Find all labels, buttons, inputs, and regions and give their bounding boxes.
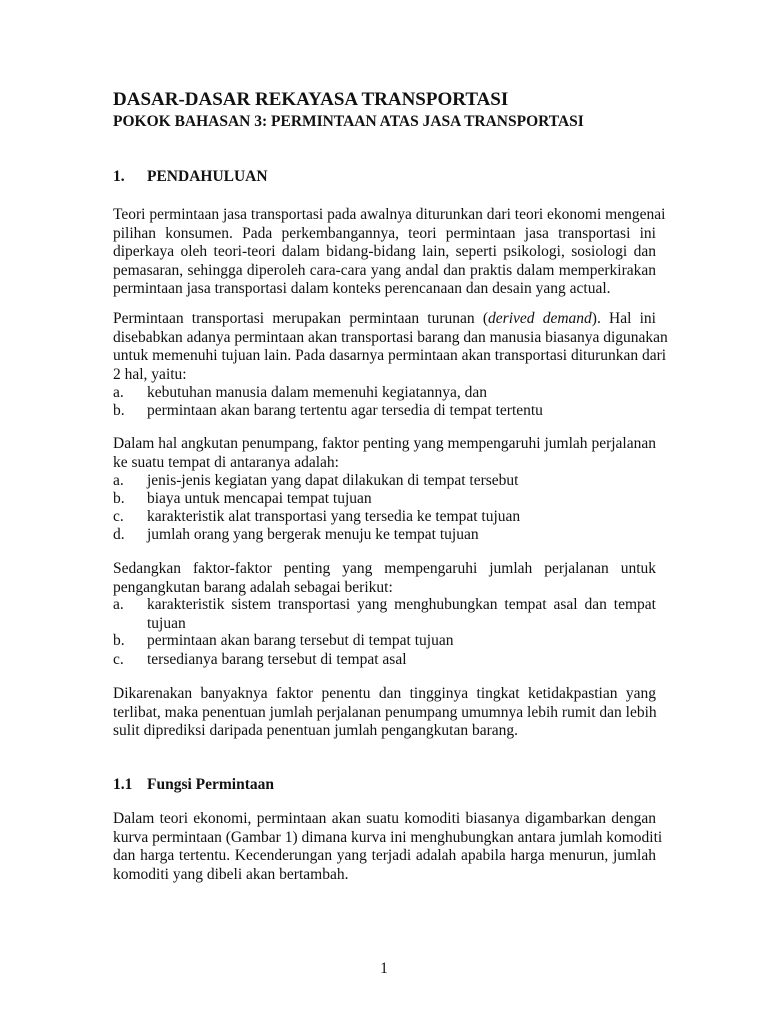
- text-line: Dikarenakan banyaknya faktor penentu dan tingginya tingkat ketidakpastian yang: [113, 685, 656, 702]
- text-line: permintaan jasa transportasi dalam konteks perencanaan dan desain yang actual.: [113, 280, 611, 297]
- list-item: [113, 508, 656, 527]
- text-line: ke suatu tempat di antaranya adalah:: [113, 453, 339, 471]
- text-line: karakteristik sistem transportasi yang menghubungkan tempat asal dan tempat: [147, 596, 656, 613]
- list-item: [113, 651, 656, 670]
- section-1-title: PENDAHULUAN: [147, 168, 268, 185]
- text-line: Teori permintaan jasa transportasi pada awalnya diturunkan dari teori ekonomi mengenai: [113, 206, 666, 223]
- text-line: untuk memenuhi tujuan lain. Pada dasarnya permintaan akan transportasi diturunkan dari: [113, 347, 667, 364]
- list-item: [113, 402, 656, 421]
- paragraph-conclusion: [113, 685, 656, 741]
- text-line: komoditi yang dibeli akan bertambah.: [113, 865, 349, 883]
- list-item-text: permintaan akan barang tertentu agar tersedia di tempat tertentu: [147, 402, 543, 419]
- text-line: dan harga tertentu. Kecenderungan yang terjadi adalah apabila harga menurun, jumlah: [113, 847, 656, 864]
- section-1-heading: [113, 167, 268, 187]
- emphasis-term: derived demand: [488, 310, 592, 327]
- list-item-text: jumlah orang yang bergerak menuju ke tempat tujuan: [147, 526, 479, 543]
- paragraph-freight-factors: [113, 560, 656, 597]
- section-1-number: 1.: [113, 168, 125, 185]
- text-line: tujuan: [147, 614, 186, 632]
- list-marker: a.: [113, 596, 124, 613]
- list-marker: d.: [113, 526, 125, 543]
- list-item-text: [147, 596, 656, 633]
- text-line: pemasaran, sehingga diperoleh cara-cara yang andal dan praktis dalam memperkirakan: [113, 261, 656, 279]
- list-item-text: jenis-jenis kegiatan yang dapat dilakukan di tempat tersebut: [147, 472, 519, 489]
- section-1-1-heading: [113, 775, 274, 795]
- list-item: [113, 384, 656, 403]
- paragraph-intro: [113, 206, 666, 299]
- text-line: diperkaya oleh teori-teori dalam bidang-bidang lain, seperti psikologi, sosiologi dan: [113, 243, 656, 260]
- text-segment: Permintaan transportasi merupakan permintaan turunan (: [113, 310, 489, 327]
- list-item-text: biaya untuk mencapai tempat tujuan: [147, 490, 372, 507]
- list-marker: b.: [113, 402, 125, 419]
- list-item: [113, 632, 656, 651]
- text-line: pilihan konsumen. Pada perkembangannya, teori permintaan jasa transportasi ini: [113, 224, 656, 242]
- list-item-text: kebutuhan manusia dalam memenuhi kegiatannya, dan: [147, 384, 488, 401]
- list-item: [113, 490, 656, 509]
- list-marker: c.: [113, 508, 124, 525]
- text-line: disebabkan adanya permintaan akan transportasi barang dan manusia biasanya digunakan: [113, 328, 668, 346]
- text-line: pengangkutan barang adalah sebagai berikut:: [113, 578, 393, 596]
- list-marker: a.: [113, 472, 124, 489]
- list-marker: c.: [113, 651, 124, 668]
- page-number: 1: [380, 960, 388, 977]
- text-line: 2 hal, yaitu:: [113, 365, 187, 383]
- document-subtitle: POKOK BAHASAN 3: PERMINTAAN ATAS JASA TRANSPORTASI: [113, 113, 584, 130]
- text-segment: ). Hal ini: [591, 310, 656, 327]
- list-item-text: tersedianya barang tersebut di tempat asal: [147, 651, 407, 668]
- text-line: Sedangkan faktor-faktor penting yang mempengaruhi jumlah perjalanan untuk: [113, 560, 656, 577]
- list-item: [113, 596, 656, 633]
- list-item: [113, 472, 656, 491]
- list-marker: b.: [113, 490, 125, 507]
- section-1-1-title: Fungsi Permintaan: [147, 776, 275, 793]
- document-title: DASAR-DASAR REKAYASA TRANSPORTASI: [113, 89, 509, 110]
- list-item-text: karakteristik alat transportasi yang tersedia ke tempat tujuan: [147, 508, 521, 525]
- list-item-text: permintaan akan barang tersebut di tempat tujuan: [147, 632, 454, 649]
- list-item: [113, 526, 656, 545]
- section-1-1-number: 1.1: [113, 776, 133, 793]
- text-line: Dalam teori ekonomi, permintaan akan suatu komoditi biasanya digambarkan dengan: [113, 810, 656, 827]
- list-marker: a.: [113, 384, 124, 401]
- text-line: Dalam hal angkutan penumpang, faktor penting yang mempengaruhi jumlah perjalanan: [113, 435, 656, 452]
- text-line: kurva permintaan (Gambar 1) dimana kurva ini menghubungkan antara jumlah komoditi: [113, 828, 663, 846]
- paragraph-passenger-factors: [113, 435, 656, 472]
- paragraph-demand-function: [113, 810, 663, 884]
- text-line: terlibat, maka penentuan jumlah perjalanan penumpang umumnya lebih rumit dan lebih: [113, 703, 657, 721]
- list-marker: b.: [113, 632, 125, 649]
- text-line: [113, 310, 656, 329]
- paragraph-derived-demand: [113, 310, 668, 384]
- text-line: sulit diprediksi daripada penentuan jumlah pengangkutan barang.: [113, 722, 519, 739]
